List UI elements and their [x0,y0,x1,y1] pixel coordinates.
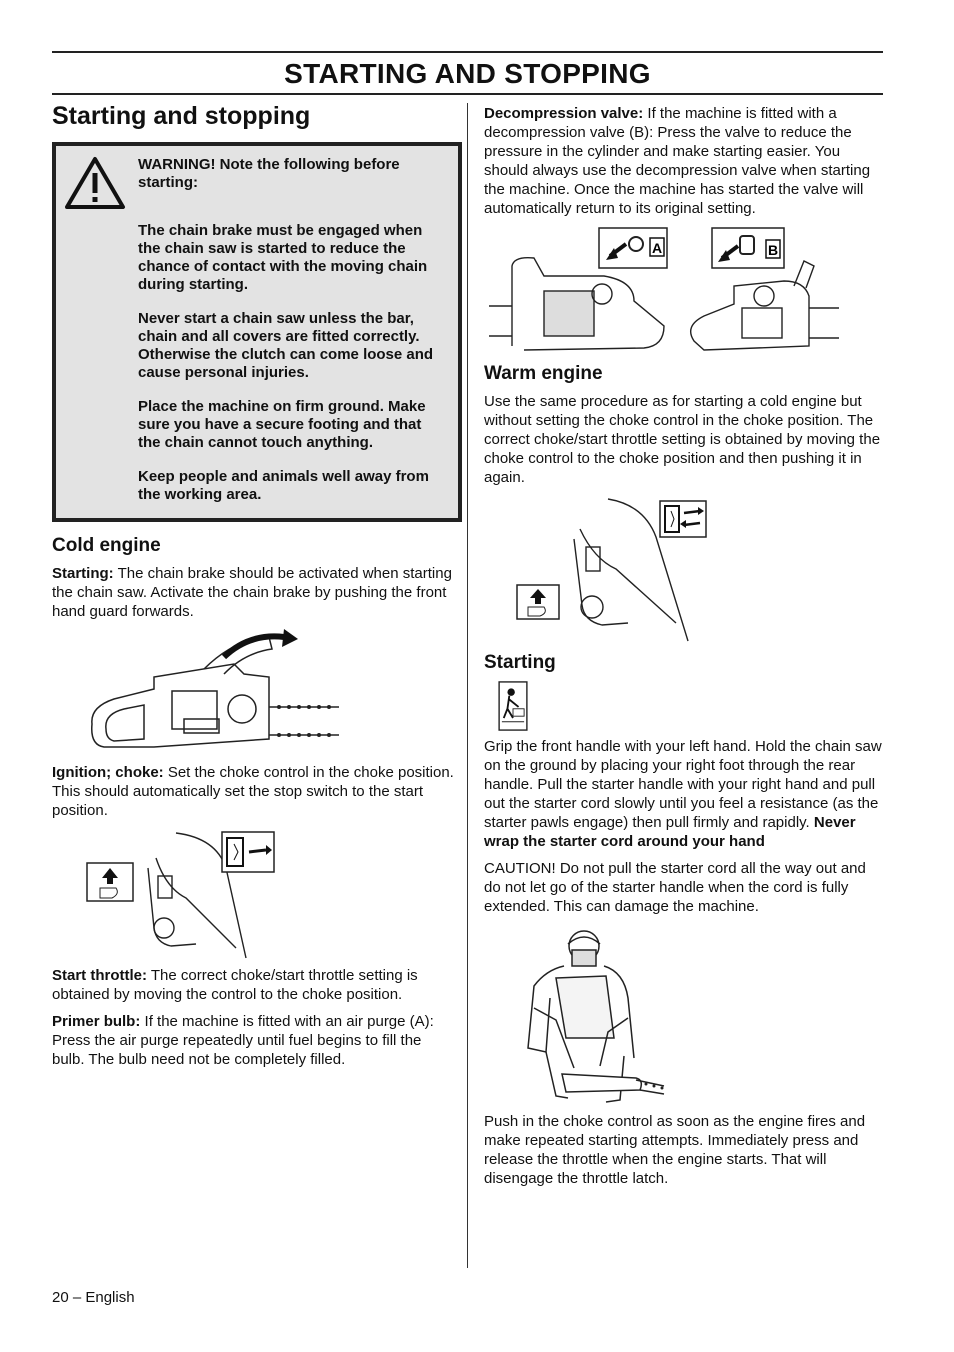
section-title: Starting and stopping [52,102,311,130]
final-paragraph: Push in the choke control as soon as the engine fires and make repeated starting attempts. Immediately press and release the throttle when the engine starts. That will disengage the throttle latch. [484,1113,866,1187]
page-footer: 20 – English [52,1289,135,1306]
cold-primer-paragraph: Primer bulb: If the machine is fitted with an air purge (A): Press the air purge repeatedly until fuel begins to fill the bulb. The bulb need not be completely filled. [52,1013,434,1068]
header-rule-top [52,51,883,53]
figure-label-a: A [652,240,663,256]
person-starting-chainsaw-illustration [516,928,666,1106]
decompression-paragraph: Decompression valve: If the machine is fitted with a decompression valve (B): Press the valve to reduce the pressure in the cylinder and make starting easier. You should always use the decompression valve when starting the machine. Once the machine has started the valve will automatically return to its original setting. [484,105,871,217]
left-column [52,100,457,1077]
chain-brake-illustration [84,629,344,757]
warm-engine-paragraph: Use the same procedure as for starting a cold engine but without setting the choke control in the choke position. The correct choke/start throttle setting is obtained by moving the choke control to the choke position and then pushing it in again. [484,393,881,486]
decompression-valve-illustration [484,226,844,356]
cold-starting-paragraph: Starting: The chain brake should be activated when starting the chain saw. Activate the chain brake by pushing the front hand guard forwards. [52,565,452,620]
cold-engine-title: Cold engine [52,535,161,556]
header-rule-bottom [52,93,883,95]
starting-title: Starting [484,652,556,673]
cold-ignition-paragraph: Ignition; choke: Set the choke control in the choke position. This should automatically set the stop switch to the start position. [52,764,454,819]
column-divider [467,103,468,1268]
warning-item: Keep people and animals well away from the working area. [138,468,429,503]
warm-engine-title: Warm engine [484,363,603,384]
right-column [484,104,884,1196]
warning-triangle-icon [64,156,126,210]
warning-box [52,142,462,522]
warning-item: The chain brake must be engaged when the chain saw is started to reduce the chance of contact with the moving chain during starting. [138,222,428,293]
warning-heading: WARNING! Note the following before starting: [138,156,400,191]
caution-paragraph: CAUTION! Do not pull the starter cord all the way out and do not let go of the starter handle when the cord is fully extended. This can damage the machine. [484,860,866,915]
starting-paragraph: Grip the front handle with your left hand. Hold the chain saw on the ground by placing your right foot through the rear handle. Pull the starter handle with your right hand and pull out the starter cord slowly until you feel a resistance (as the starter pawls engage) then pull firmly and rapidly. Never wrap the starter cord around your hand [484,738,882,850]
cold-throttle-paragraph: Start throttle: The correct choke/start throttle setting is obtained by moving the control to the choke position. [52,967,418,1003]
warm-choke-illustration [516,495,746,643]
starting-position-icon [484,681,542,731]
warning-item: Place the machine on firm ground. Make sure you have a secure footing and that the chain cannot touch anything. [138,398,426,451]
warning-text [138,156,448,520]
warning-item: Never start a chain saw unless the bar, chain and all covers are fitted correctly. Otherwise the clutch can come loose and cause personal injuries. [138,310,434,381]
choke-control-illustration [86,828,286,960]
page-title: STARTING AND STOPPING [284,58,651,89]
figure-label-b: B [768,242,779,258]
